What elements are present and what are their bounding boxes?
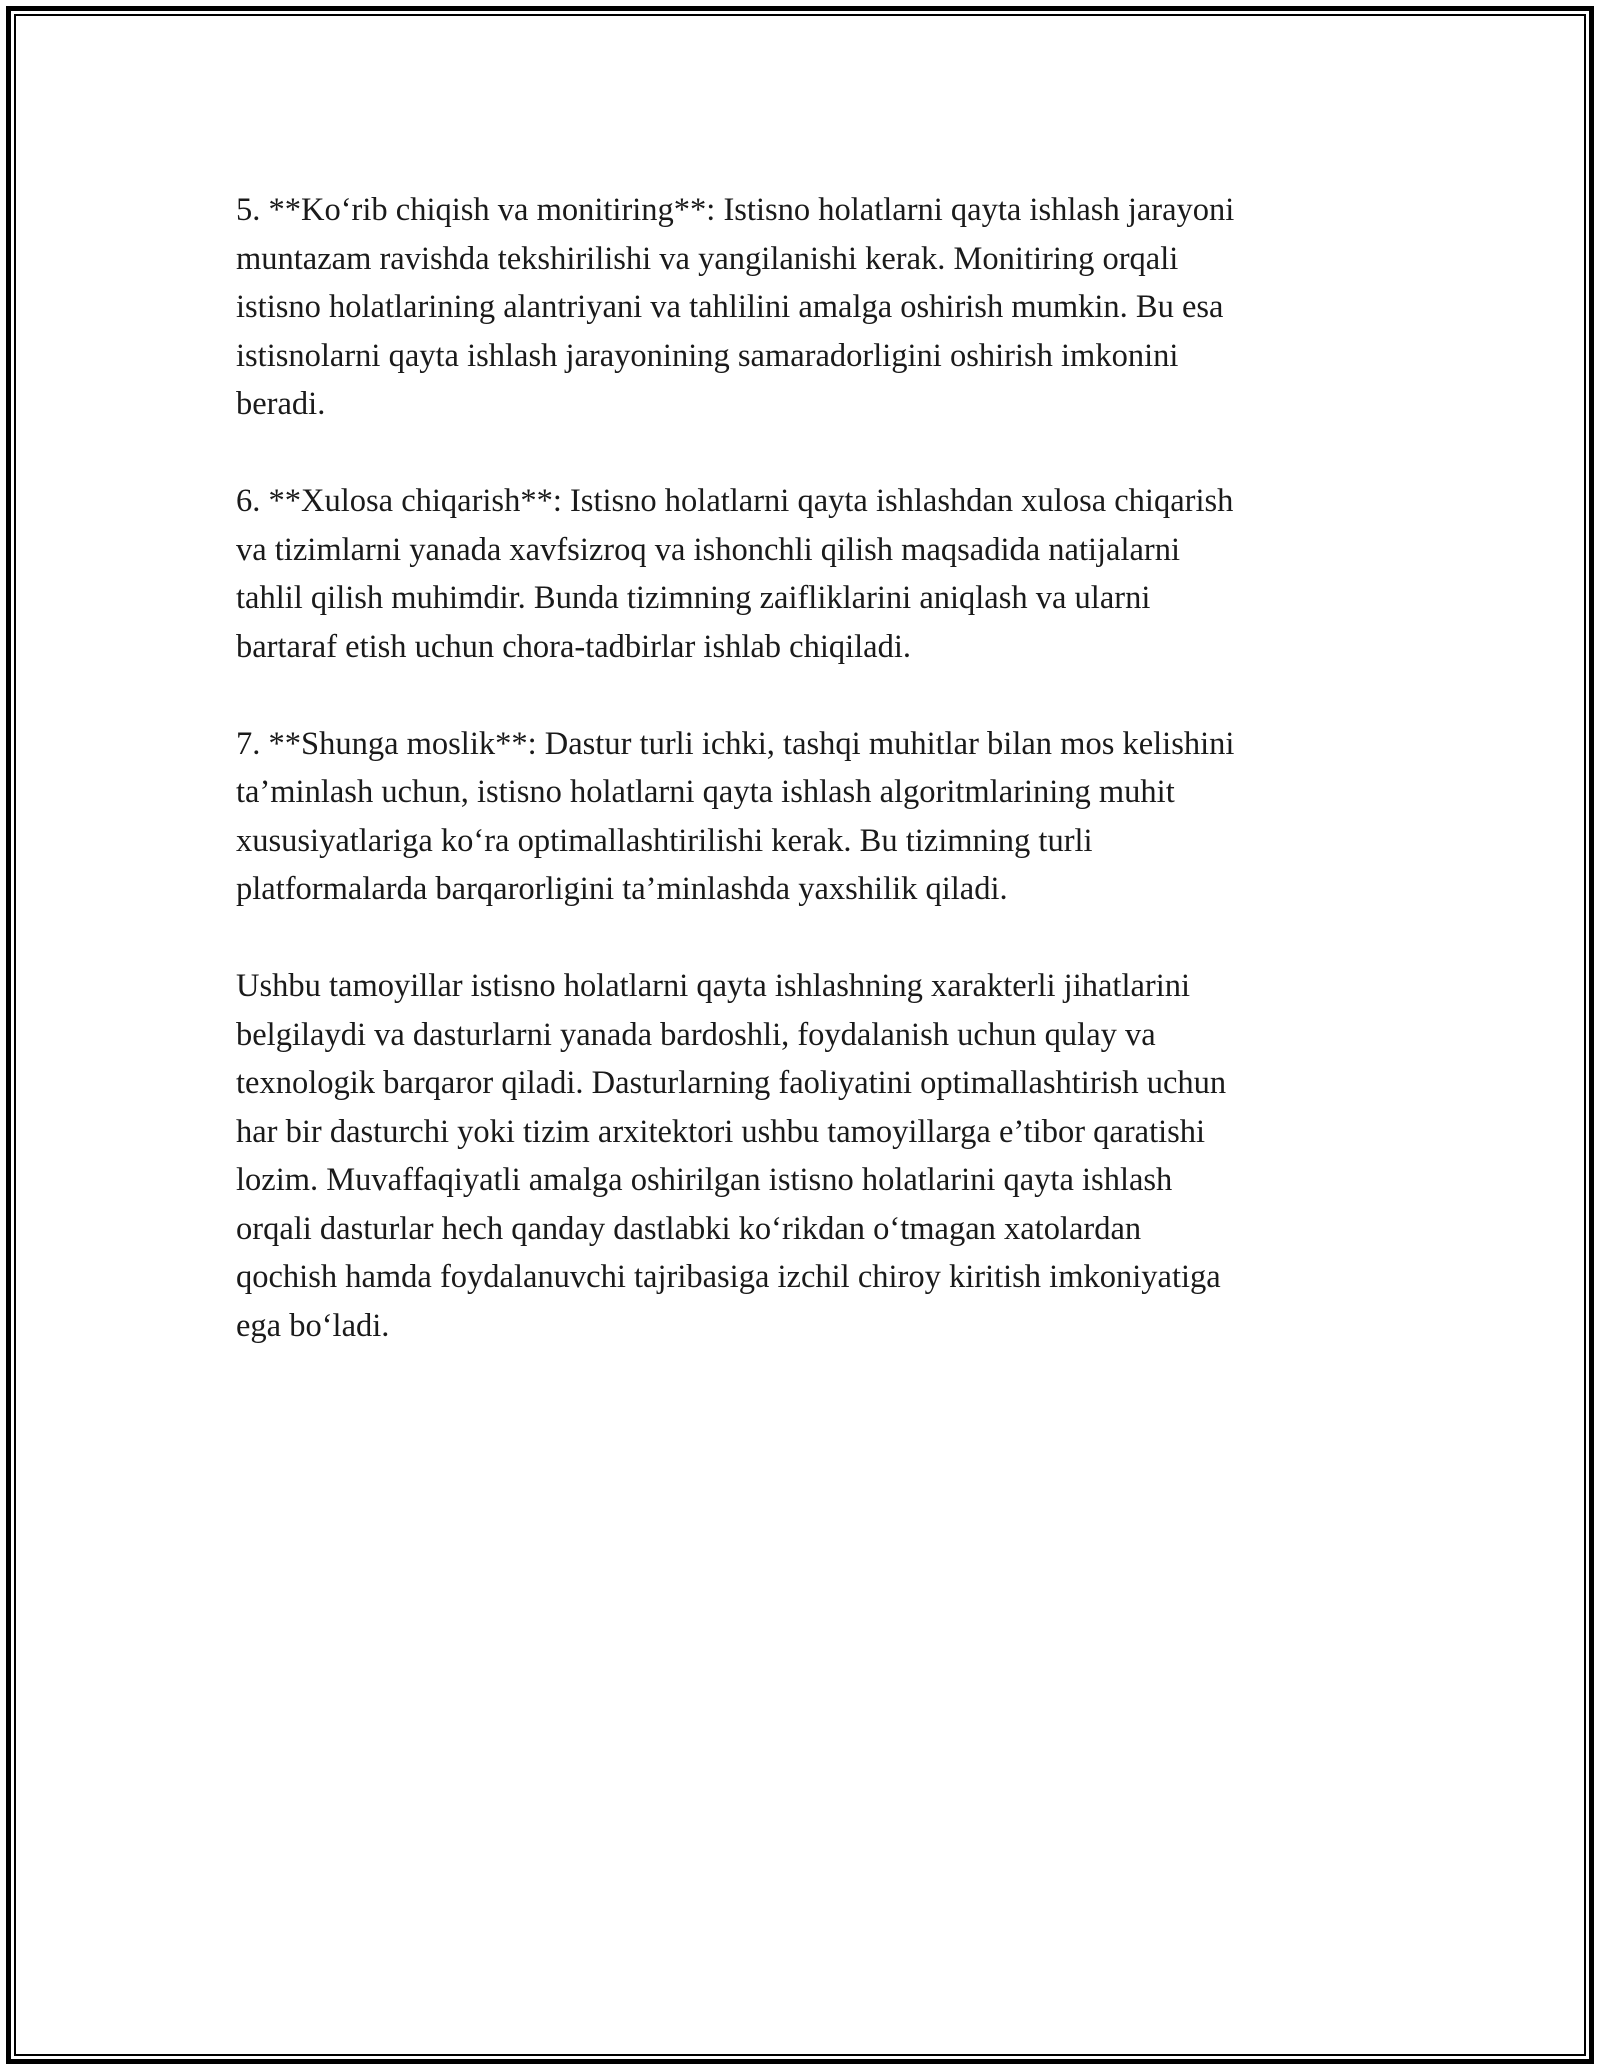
paragraph-conclusion: Ushbu tamoyillar istisno holatlarni qayta ishlashning xarakterli jihatlarini belgilaydi va dasturlarni yanada bardoshli, foydalanish uchun qulay va texnologik barqaror qiladi. Dasturlarning faoliyatini optimallashtirish uchun har bir dasturchi yoki tizim arxitektori ushbu tamoyillarga e’tibor qaratishi lozim. Muvaffaqiyatli amalga oshirilgan istisno holatlarini qayta ishlash orqali dasturlar hech qanday dastlabki ko‘rikdan o‘tmagan xatolardan qochish hamda foydalanuvchi tajribasiga izchil chiroy kiritish imkoniyatiga ega bo‘ladi. bbox=[236, 968, 1227, 1344]
paragraph-item-5: 5. **Ko‘rib chiqish va monitiring**: Istisno holatlarni qayta ishlash jarayoni muntazam ravishda tekshirilishi va yangilanishi kerak. Monitiring orqali istisno holatlarining alantriyani va tahlilini amalga oshirish mumkin. Bu esa istisnolarni qayta ishlash jarayonining samaradorligini oshirish imkonini beradi. bbox=[236, 192, 1235, 422]
paragraph-item-6: 6. **Xulosa chiqarish**: Istisno holatlarni qayta ishlashdan xulosa chiqarish va tizimlarni yanada xavfsizroq va ishonchli qilish maqsadida natijalarni tahlil qilish muhimdir. Bunda tizimning zaifliklarini aniqlash va ularni bartaraf etish uchun chora-tadbirlar ishlab chiqiladi. bbox=[236, 483, 1234, 665]
document-body bbox=[236, 186, 1376, 1399]
paragraph-item-7: 7. **Shunga moslik**: Dastur turli ichki, tashqi muhitlar bilan mos kelishini ta’minlash uchun, istisno holatlarni qayta ishlash algoritmlarining muhit xususiyatlariga ko‘ra optimallashtirilishi kerak. Bu tizimning turli platformalarda barqarorligini ta’minlashda yaxshilik qiladi. bbox=[236, 725, 1235, 907]
